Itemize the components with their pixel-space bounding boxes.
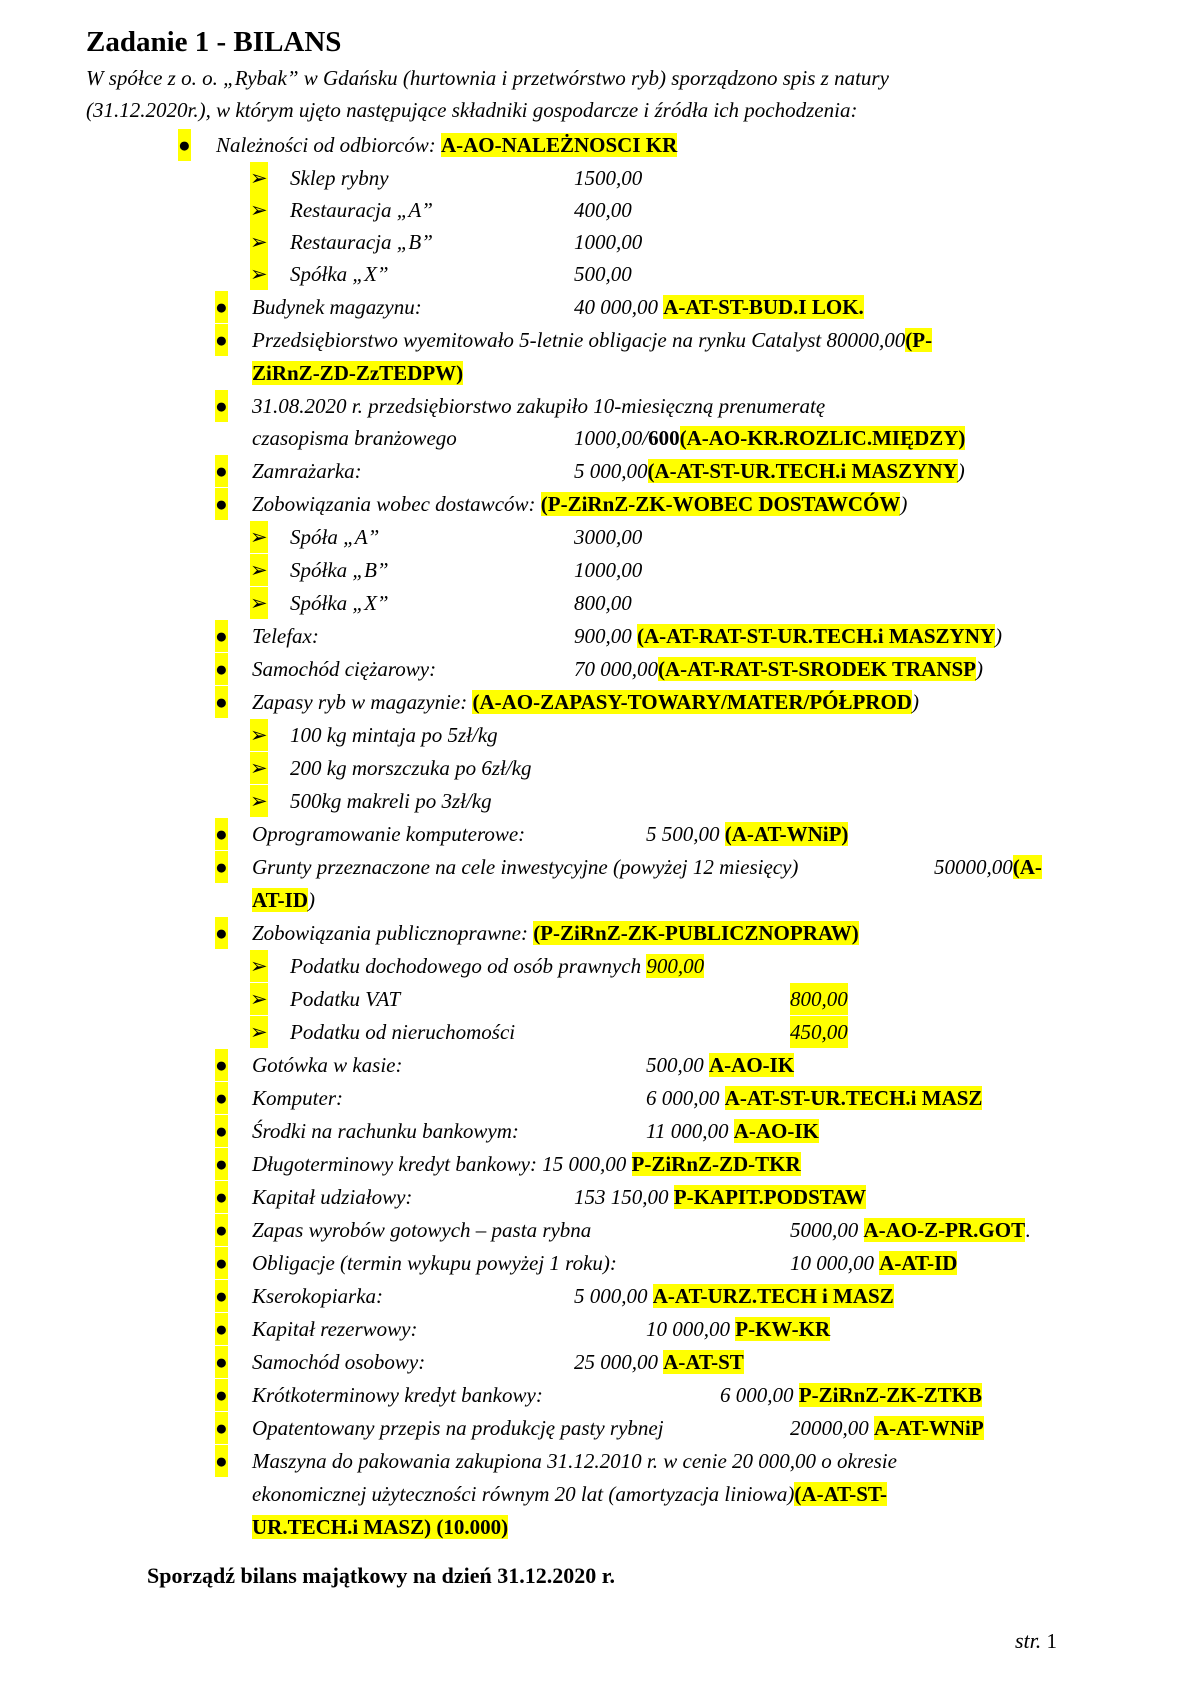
item-label: Gotówka w kasie: <box>252 1053 403 1077</box>
account-code: (P- <box>905 328 933 352</box>
account-code: AT-ID <box>252 888 309 912</box>
account-code: A-AT-ST-BUD.I LOK. <box>663 295 864 319</box>
item-label: Kserokopiarka: <box>252 1284 384 1308</box>
list-item-zapasy <box>252 686 919 718</box>
bullet-icon: ● <box>215 1247 228 1279</box>
item-label: Krótkoterminowy kredyt bankowy: <box>252 1383 543 1407</box>
sub-item-label: Restauracja „A” <box>290 198 433 222</box>
paren: ) <box>976 657 983 681</box>
bullet-icon: ● <box>215 1181 228 1213</box>
item-label: Długoterminowy kredyt bankowy: 15 000,00 <box>252 1152 632 1176</box>
bullet-icon: ● <box>215 818 228 850</box>
sub-item-value: 800,00 <box>790 983 848 1015</box>
arrow-bullet-icon: ➢ <box>250 258 268 290</box>
item-label: Zapas wyrobów gotowych – pasta rybna <box>252 1218 592 1242</box>
item-value: 6 000,00 <box>646 1086 725 1110</box>
arrow-bullet-icon: ➢ <box>250 587 268 619</box>
sub-item-label: Sklep rybny <box>290 166 389 190</box>
bullet-icon: ● <box>215 291 228 323</box>
item-value: 5 000,00 <box>574 1284 653 1308</box>
sub-item-label: Podatku dochodowego od osób prawnych <box>290 954 647 978</box>
item-value: 40 000,00 <box>574 295 664 319</box>
item-value: 10 000,00 <box>790 1251 880 1275</box>
arrow-bullet-icon: ➢ <box>250 1016 268 1048</box>
sub-item-value: 1000,00 <box>574 558 643 582</box>
list-item-obligacje-emisja <box>252 324 932 356</box>
list-item-publiczne <box>252 917 859 949</box>
item-value: 5 500,00 <box>646 822 725 846</box>
sub-item-label: Spółka „B” <box>290 558 389 582</box>
account-code: A-AO-IK <box>733 1119 819 1143</box>
list-item-kapital-rez-value <box>646 1313 830 1345</box>
item-label: Kapitał udziałowy: <box>252 1185 413 1209</box>
account-code: A-AO-Z-PR.GOT <box>863 1218 1026 1242</box>
sub-item-label: 100 kg mintaja po 5zł/kg <box>290 723 498 747</box>
arrow-bullet-icon: ➢ <box>250 950 268 982</box>
item-label: Należności od odbiorców: <box>216 133 441 157</box>
page-title: Zadanie 1 - BILANS <box>86 26 342 58</box>
paren: ) <box>995 624 1003 648</box>
account-code: A-AT-ID <box>879 1251 958 1275</box>
item-value: 900,00 <box>574 624 637 648</box>
intro-line-2: (31.12.2020r.), w którym ujęto następujące składniki gospodarcze i źródła ich pochodzenia: <box>86 98 858 122</box>
account-code: P-KAPIT.PODSTAW <box>673 1185 867 1209</box>
arrow-bullet-icon: ➢ <box>250 752 268 784</box>
bullet-icon: ● <box>215 1412 228 1444</box>
list-item-samochod-o-value <box>574 1346 744 1378</box>
sub-item-value: 400,00 <box>574 198 632 222</box>
item-label-cont: czasopisma branżowego <box>252 426 457 450</box>
list-item-maszyna-cont2 <box>252 1511 508 1543</box>
sub-item-value: 900,00 <box>646 954 705 978</box>
item-value: 50000,00 <box>934 855 1013 879</box>
bullet-icon: ● <box>215 1148 228 1180</box>
list-item-prenumerata-value <box>574 422 965 454</box>
sub-item-label: Spółka „X” <box>290 262 389 286</box>
account-code: A-AT-URZ.TECH i MASZ <box>652 1284 894 1308</box>
account-code: A-AO-IK <box>709 1053 795 1077</box>
arrow-bullet-icon: ➢ <box>250 226 268 258</box>
bullet-icon: ● <box>178 129 191 161</box>
list-item-komputer-value <box>646 1082 982 1114</box>
bullet-icon: ● <box>215 1313 228 1345</box>
sub-item-podatek-doch <box>290 950 704 982</box>
bullet-icon: ● <box>215 620 228 652</box>
item-label: Zobowiązania publicznoprawne: <box>252 921 534 945</box>
bullet-icon: ● <box>215 1379 228 1411</box>
list-item-zapas-wyr-value <box>790 1214 1030 1246</box>
arrow-bullet-icon: ➢ <box>250 554 268 586</box>
sub-item-label: Podatku VAT <box>290 987 401 1011</box>
arrow-bullet-icon: ➢ <box>250 785 268 817</box>
sub-item-value: 450,00 <box>790 1016 848 1048</box>
list-item-maszyna-cont <box>252 1478 887 1510</box>
item-label-cont: ekonomicznej użyteczności równym 20 lat (amortyzacja liniowa) <box>252 1482 795 1506</box>
item-value: 10 000,00 <box>646 1317 736 1341</box>
sub-item-label: 500kg makreli po 3zł/kg <box>290 789 492 813</box>
list-item-grunty-cont <box>252 884 315 916</box>
account-code: (A-AT-ST- <box>794 1482 888 1506</box>
sub-item-label: 200 kg morszczuka po 6zł/kg <box>290 756 532 780</box>
account-code: A-AT-ST-UR.TECH.i MASZ <box>724 1086 983 1110</box>
bullet-icon: ● <box>215 917 228 949</box>
sub-item-value: 3000,00 <box>574 525 643 549</box>
bullet-icon: ● <box>215 1280 228 1312</box>
list-item-srodki-value <box>646 1115 819 1147</box>
task-instruction: Sporządź bilans majątkowy na dzień 31.12.2020 r. <box>147 1563 615 1588</box>
item-value-2: 600 <box>648 426 680 450</box>
item-value: 6 000,00 <box>720 1383 799 1407</box>
item-value: 500,00 <box>646 1053 709 1077</box>
sub-item-value: 1000,00 <box>574 230 643 254</box>
sub-item-label: Restauracja „B” <box>290 230 433 254</box>
punct: . <box>1025 1218 1031 1242</box>
list-item-oprogramowanie-value <box>646 818 848 850</box>
bullet-icon: ● <box>215 1115 228 1147</box>
list-item-telefax-value <box>574 620 1002 652</box>
bullet-icon: ● <box>215 324 228 356</box>
item-label: Samochód osobowy: <box>252 1350 426 1374</box>
account-code: (A- <box>1012 855 1042 879</box>
item-label: Grunty przeznaczone na cele inwestycyjne (powyżej 12 miesięcy) <box>252 855 799 879</box>
item-value: 20000,00 <box>790 1416 874 1440</box>
page-label: str. <box>1015 1628 1042 1653</box>
item-label: Zapasy ryb w magazynie: <box>252 690 473 714</box>
sub-item-value: 500,00 <box>574 262 632 286</box>
arrow-bullet-icon: ➢ <box>250 162 268 194</box>
account-code: P-KW-KR <box>735 1317 831 1341</box>
list-item-zobowiazania <box>252 488 907 520</box>
list-item-kserokopiarka-value <box>574 1280 894 1312</box>
item-label: Telefax: <box>252 624 319 648</box>
bullet-icon: ● <box>215 1445 228 1477</box>
bullet-icon: ● <box>215 1346 228 1378</box>
list-item-samochod-value <box>574 653 983 685</box>
paren: ) <box>957 459 965 483</box>
arrow-bullet-icon: ➢ <box>250 194 268 226</box>
arrow-bullet-icon: ➢ <box>250 521 268 553</box>
account-code: (A-AO-KR.ROZLIC.MIĘDZY) <box>679 426 966 450</box>
paren: ) <box>308 888 316 912</box>
bullet-icon: ● <box>215 1049 228 1081</box>
arrow-bullet-icon: ➢ <box>250 719 268 751</box>
account-code: UR.TECH.i MASZ) (10.000) <box>252 1515 509 1539</box>
account-code: (P-ZiRnZ-ZK-WOBEC DOSTAWCÓW <box>540 492 901 516</box>
item-label: Samochód ciężarowy: <box>252 657 437 681</box>
account-code: (A-AT-RAT-ST-SRODEK TRANSP <box>658 657 976 681</box>
item-label: Kapitał rezerwowy: <box>252 1317 418 1341</box>
list-item-obligacje-emisja-cont <box>252 357 463 389</box>
list-item-gotowka-value <box>646 1049 794 1081</box>
arrow-bullet-icon: ➢ <box>250 983 268 1015</box>
page-number <box>1015 1628 1057 1654</box>
sub-item-value: 1500,00 <box>574 166 643 190</box>
item-label: Przedsiębiorstwo wyemitowało 5-letnie obligacje na rynku Catalyst 80000,00 <box>252 328 906 352</box>
item-label: Obligacje (termin wykupu powyżej 1 roku): <box>252 1251 617 1275</box>
list-item-kapital-udz-value <box>574 1181 866 1213</box>
paren: ) <box>900 492 908 516</box>
sub-item-label: Spóła „A” <box>290 525 380 549</box>
item-label: Maszyna do pakowania zakupiona 31.12.2010 r. w cenie 20 000,00 o okresie <box>252 1449 897 1473</box>
item-label: 31.08.2020 r. przedsiębiorstwo zakupiło 10-miesięczną prenumeratę <box>252 394 826 418</box>
account-code: P-ZiRnZ-ZK-ZTKB <box>798 1383 982 1407</box>
bullet-icon: ● <box>215 1214 228 1246</box>
item-value: 153 150,00 <box>574 1185 674 1209</box>
item-label: Komputer: <box>252 1086 343 1110</box>
item-label: Środki na rachunku bankowym: <box>252 1119 519 1143</box>
list-item-zamrazarka-value <box>574 455 965 487</box>
item-label: Zobowiązania wobec dostawców: <box>252 492 541 516</box>
account-code: P-ZiRnZ-ZD-TKR <box>631 1152 801 1176</box>
account-code: A-AT-WNiP <box>874 1416 984 1440</box>
item-value: 11 000,00 <box>646 1119 734 1143</box>
account-code: A-AT-ST <box>663 1350 744 1374</box>
account-code: (A-AT-ST-UR.TECH.i MASZYNY <box>647 459 958 483</box>
bullet-icon: ● <box>215 390 228 422</box>
item-label: Opatentowany przepis na produkcję pasty rybnej <box>252 1416 664 1440</box>
item-value: 1000,00/ <box>574 426 649 450</box>
bullet-icon: ● <box>215 653 228 685</box>
bullet-icon: ● <box>215 455 228 487</box>
item-label: Zamrażarka: <box>252 459 362 483</box>
sub-item-value: 800,00 <box>574 591 632 615</box>
bullet-icon: ● <box>215 851 228 883</box>
sub-item-label: Spółka „X” <box>290 591 389 615</box>
account-code: (A-AO-ZAPASY-TOWARY/MATER/PÓŁPROD <box>472 690 912 714</box>
item-value: 5000,00 <box>790 1218 864 1242</box>
item-value: 70 000,00 <box>574 657 658 681</box>
list-item-grunty-value <box>934 851 1042 883</box>
account-code: (A-AT-RAT-ST-UR.TECH.i MASZYNY <box>637 624 996 648</box>
item-label: Oprogramowanie komputerowe: <box>252 822 526 846</box>
item-label: Budynek magazynu: <box>252 295 422 319</box>
account-code: (A-AT-WNiP) <box>724 822 849 846</box>
list-item-naleznosci <box>216 129 677 161</box>
bullet-icon: ● <box>215 1082 228 1114</box>
intro-line-1: W spółce z o. o. „Rybak” w Gdańsku (hurtownia i przetwórstwo ryb) sporządzono spis z natury <box>86 66 889 90</box>
account-code: (P-ZiRnZ-ZK-PUBLICZNOPRAW) <box>533 921 859 945</box>
paren: ) <box>911 690 919 714</box>
bullet-icon: ● <box>215 686 228 718</box>
list-item-przepis-value <box>790 1412 984 1444</box>
item-value: 5 000,00 <box>574 459 648 483</box>
page-number-value: 1 <box>1046 1629 1058 1653</box>
item-value: 25 000,00 <box>574 1350 664 1374</box>
account-code: A-AO-NALEŻNOSCI KR <box>440 133 678 157</box>
list-item-obligacje-value <box>790 1247 957 1279</box>
list-item-kredyt-kr-value <box>720 1379 982 1411</box>
list-item-kredyt-dl <box>252 1148 801 1180</box>
account-code: ZiRnZ-ZD-ZzTEDPW) <box>252 361 464 385</box>
bullet-icon: ● <box>215 488 228 520</box>
sub-item-label: Podatku od nieruchomości <box>290 1020 516 1044</box>
list-item-budynek-value <box>574 291 864 323</box>
